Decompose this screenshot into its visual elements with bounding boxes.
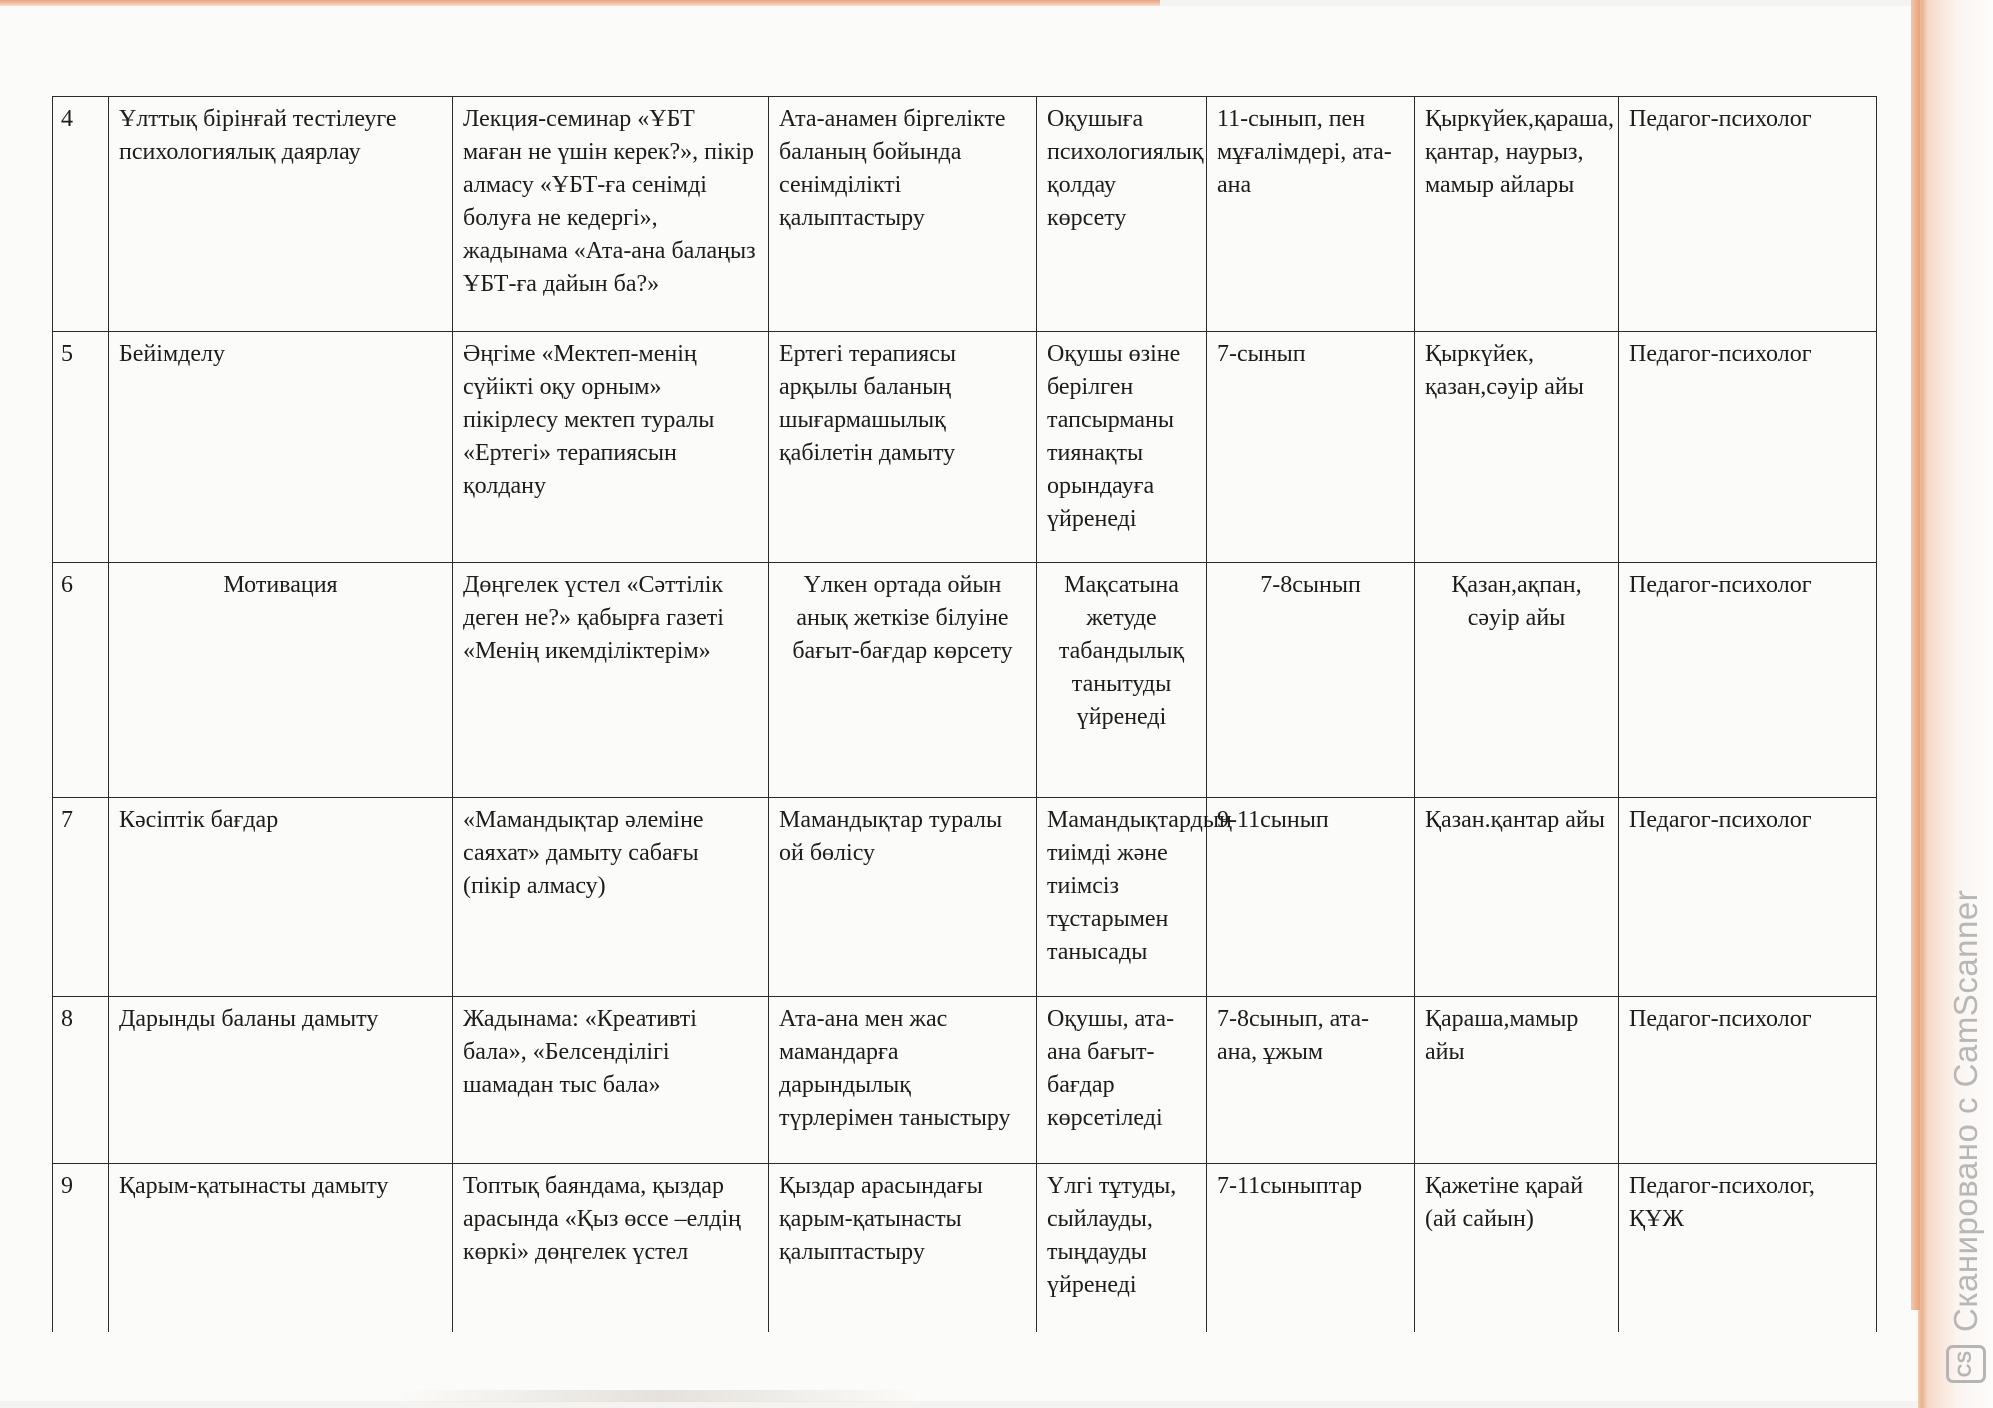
responsible-cell: Педагог-психолог: [1619, 563, 1877, 798]
participants-cell: 7-11сыныптар: [1207, 1164, 1415, 1333]
activity-cell: Топтық баяндама, қыздар арасында «Қыз өссе –елдің көркі» дөңгелек үстел: [453, 1164, 769, 1333]
timing-cell: Қыркүйек,қараша, қантар, наурыз, мамыр айлары: [1415, 97, 1619, 332]
camscanner-logo-icon: CS: [1946, 1345, 1986, 1383]
goal-cell: Қыздар арасындағы қарым-қатынасты қалыптастыру: [769, 1164, 1037, 1333]
row-number: 8: [53, 997, 109, 1164]
participants-cell: 7-сынып: [1207, 332, 1415, 563]
activity-cell: Лекция-семинар «ҰБТ маған не үшін керек?», пікір алмасу «ҰБТ-ға сенімді болуға не кедергі», жадынама «Ата-ана балаңыз ҰБТ-ға дайын ба?»: [453, 97, 769, 332]
responsible-cell: Педагог-психолог: [1619, 97, 1877, 332]
timing-cell: Қыркүйек, қазан,сәуір айы: [1415, 332, 1619, 563]
participants-cell: 7-8сынып, ата-ана, ұжым: [1207, 997, 1415, 1164]
goal-cell: Мамандықтар туралы ой бөлісу: [769, 798, 1037, 997]
responsible-cell: Педагог-психолог: [1619, 997, 1877, 1164]
row-number: 4: [53, 97, 109, 332]
scan-right-edge: [1911, 0, 1920, 1310]
participants-cell: 11-сынып, пен мұғалімдері, ата-ана: [1207, 97, 1415, 332]
row-number: 5: [53, 332, 109, 563]
goal-cell: Үлкен ортада ойын анық жеткізе білуіне бағыт-бағдар көрсету: [769, 563, 1037, 798]
activity-cell: Жадынама: «Креативті бала», «Белсенділігі шамадан тыс бала»: [453, 997, 769, 1164]
activity-cell: Дөңгелек үстел «Сәттілік деген не?» қабырға газеті «Менің икемділіктерім»: [453, 563, 769, 798]
responsible-cell: Педагог-психолог, ҚҰЖ: [1619, 1164, 1877, 1333]
direction-cell: Мотивация: [109, 563, 453, 798]
result-cell: Мақсатына жетуде табандылық танытуды үйренеді: [1037, 563, 1207, 798]
goal-cell: Ата-анамен біргелікте баланың бойында сенімділікті қалыптастыру: [769, 97, 1037, 332]
direction-cell: Кәсіптік бағдар: [109, 798, 453, 997]
watermark-text: Сканировано с CamScanner: [1947, 889, 1984, 1332]
direction-cell: Бейімделу: [109, 332, 453, 563]
result-cell: Мамандықтардың тиімді және тиімсіз тұстарымен танысады: [1037, 798, 1207, 997]
result-cell: Оқушы, ата-ана бағыт-бағдар көрсетіледі: [1037, 997, 1207, 1164]
timing-cell: Қараша,мамыр айы: [1415, 997, 1619, 1164]
activity-cell: Әңгіме «Мектеп-менің сүйікті оқу орным» пікірлесу мектеп туралы «Ертегі» терапиясын қолдану: [453, 332, 769, 563]
direction-cell: Қарым-қатынасты дамыту: [109, 1164, 453, 1333]
timing-cell: Қазан,ақпан, сәуір айы: [1415, 563, 1619, 798]
goal-cell: Ертегі терапиясы арқылы баланың шығармашылық қабілетін дамыту: [769, 332, 1037, 563]
plan-table: [52, 96, 1877, 1332]
table-row: [53, 97, 1877, 332]
result-cell: Оқушыға психологиялық қолдау көрсету: [1037, 97, 1207, 332]
direction-cell: Дарынды баланы дамыту: [109, 997, 453, 1164]
result-cell: Үлгі тұтуды, сыйлауды, тыңдауды үйренеді: [1037, 1164, 1207, 1333]
table-row: [53, 798, 1877, 997]
row-number: 6: [53, 563, 109, 798]
goal-cell: Ата-ана мен жас мамандарға дарындылық түрлерімен таныстыру: [769, 997, 1037, 1164]
activity-cell: «Мамандықтар әлеміне саяхат» дамыту сабағы (пікір алмасу): [453, 798, 769, 997]
result-cell: Оқушы өзіне берілген тапсырманы тиянақты орындауға үйренеді: [1037, 332, 1207, 563]
table-row: [53, 997, 1877, 1164]
responsible-cell: Педагог-психолог: [1619, 332, 1877, 563]
timing-cell: Қазан.қантар айы: [1415, 798, 1619, 997]
table-row: [53, 332, 1877, 563]
row-number: 9: [53, 1164, 109, 1333]
table-row: [53, 563, 1877, 798]
participants-cell: 7-8сынып: [1207, 563, 1415, 798]
participants-cell: 9-11сынып: [1207, 798, 1415, 997]
timing-cell: Қажетіне қарай (ай сайын): [1415, 1164, 1619, 1333]
direction-cell: Ұлттық бірінғай тестілеуге психологиялық даярлау: [109, 97, 453, 332]
table-row: [53, 1164, 1877, 1333]
responsible-cell: Педагог-психолог: [1619, 798, 1877, 997]
scan-bottom-bleed: [400, 1390, 920, 1402]
camscanner-watermark: [1944, 862, 1984, 1402]
row-number: 7: [53, 798, 109, 997]
